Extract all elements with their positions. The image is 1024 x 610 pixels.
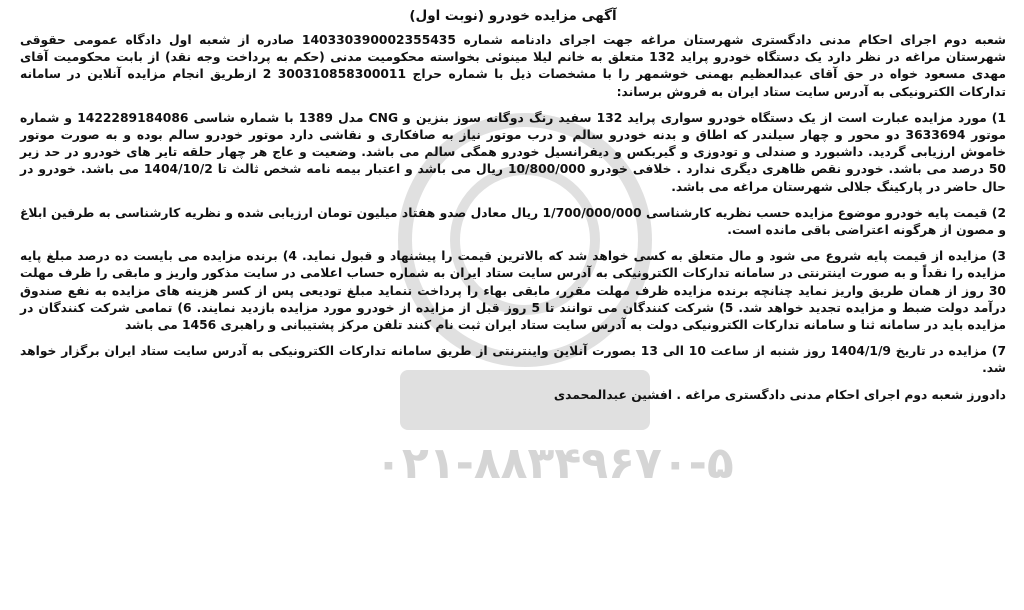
notice-item-2: 2) قیمت پایه خودرو موضوع مزایده حسب نظریه کارشناسی 1/700/000/000 ریال معادل صدو هفتاد میلیون تومان ارزیابی شده و نظریه کارشناسی به طرفین ابلاغ و مصون از هرگونه اعتراضی باقی مانده است.: [20, 205, 1006, 238]
notice-document: [20, 8, 1006, 413]
watermark-phone: ۰۲۱-۸۸۳۴۹۶۷۰-۵: [375, 438, 734, 489]
notice-item-1: 1) مورد مزایده عبارت است از یک دستگاه خودرو سواری پراید 132 سفید رنگ دوگانه سوز بنزین و CNG مدل 1389 با شماره شاسی 1422289184086 و شماره موتور 3633694 دو محور و چهار سیلندر که اطاق و بدنه خودرو سالم و درب موتور نیاز به صافکاری و نقاشی دارد موتور خودرو سالم بوده و به صورت موتور خاموش ارزیابی گردید. داشبورد و صندلی و تودوزی و گیربکس و دیفرانسیل خودرو همگی سالم می باشد. وضعیت و عاج هر چهار حلقه تایر های خودرو در حد زیر 50 درصد می باشد. خودرو نقص ظاهری دیگری ندارد . خلافی خودرو 10/800/000 ریال می باشد و اعتبار بیمه نامه شخص ثالث تا 1404/10/2 می باشد. خودرو در حال حاضر در پارکینگ جلالی شهرستان مراغه می باشد.: [20, 110, 1007, 194]
notice-intro: شعبه دوم اجرای احکام مدنی دادگستری شهرستان مراغه جهت اجرای دادنامه شماره 140330390002355435 صادره از شعبه اول دادگاه عمومی حقوقی شهرستان مراغه در نظر دارد یک دستگاه خودرو پراید 132 متعلق به خانم لیلا مینوئی بخواسته محکومیت مدنی (حکم به پرداخت وجه نقد) از بابت محکومیت آقای مهدی مسعود خواه در حق آقای عبدالعظیم بهمنی خوشمهر را با مشخصات ذیل با شماره حراج 300310858300011 2 ازطریق انجام مزایده آنلاین در سامانه تدارکات الکترونیکی به آدرس سایت ستاد ایران به فروش برساند:: [20, 33, 1007, 99]
notice-title: آگهی مزایده خودرو (نوبت اول): [409, 8, 617, 24]
notice-item-7: 7) مزایده در تاریخ 1404/1/9 روز شنبه از ساعت 10 الی 13 بصورت آنلاین واینترنتی از طریق سامانه تدارکات الکترونیکی به آدرس سایت ستاد ایران برگزار خواهد شد.: [20, 344, 1006, 376]
notice-signature: دادورز شعبه دوم اجرای احکام مدنی دادگستری مراغه . افشین عبدالمحمدی: [553, 387, 1006, 402]
notice-item-3: 3) مزایده از قیمت پایه شروع می شود و مال متعلق به کسی خواهد شد که بالاترین قیمت را پیشنهاد و قبول نماید. 4) برنده مزایده می بایست ده درصد مبلغ پایه مزایده را نقداً و به صورت اینترنتی در سامانه تدارکات الکترونیکی به آدرس سایت ستاد ایران به شماره حساب اعلامی در سایت مذکور واریز و مابقی را ظرف مهلت 30 روز از همان طریق واریز نماید چنانچه برنده مزایده ظرف مهلت مقرر، مابقی بهاء را پرداخت ننماید مبلغ تودیعی پس از کسر هزینه های مزایده به نفع صندوق درآمد دولت ضبط و مزایده تجدید خواهد شد. 5) شرکت کنندگان می توانند تا 5 روز قبل از مزایده از خودرو مورد مزایده بازدید نمایند. 6) تمامی شرکت کنندگان در مزایده باید در سامانه ثنا و سامانه تدارکات الکترونیکی دولت به آدرس سایت ستاد ایران ثبت نام کنند تلفن مرکز پشتیبانی و راهبری 1456 می باشد: [20, 249, 1006, 333]
